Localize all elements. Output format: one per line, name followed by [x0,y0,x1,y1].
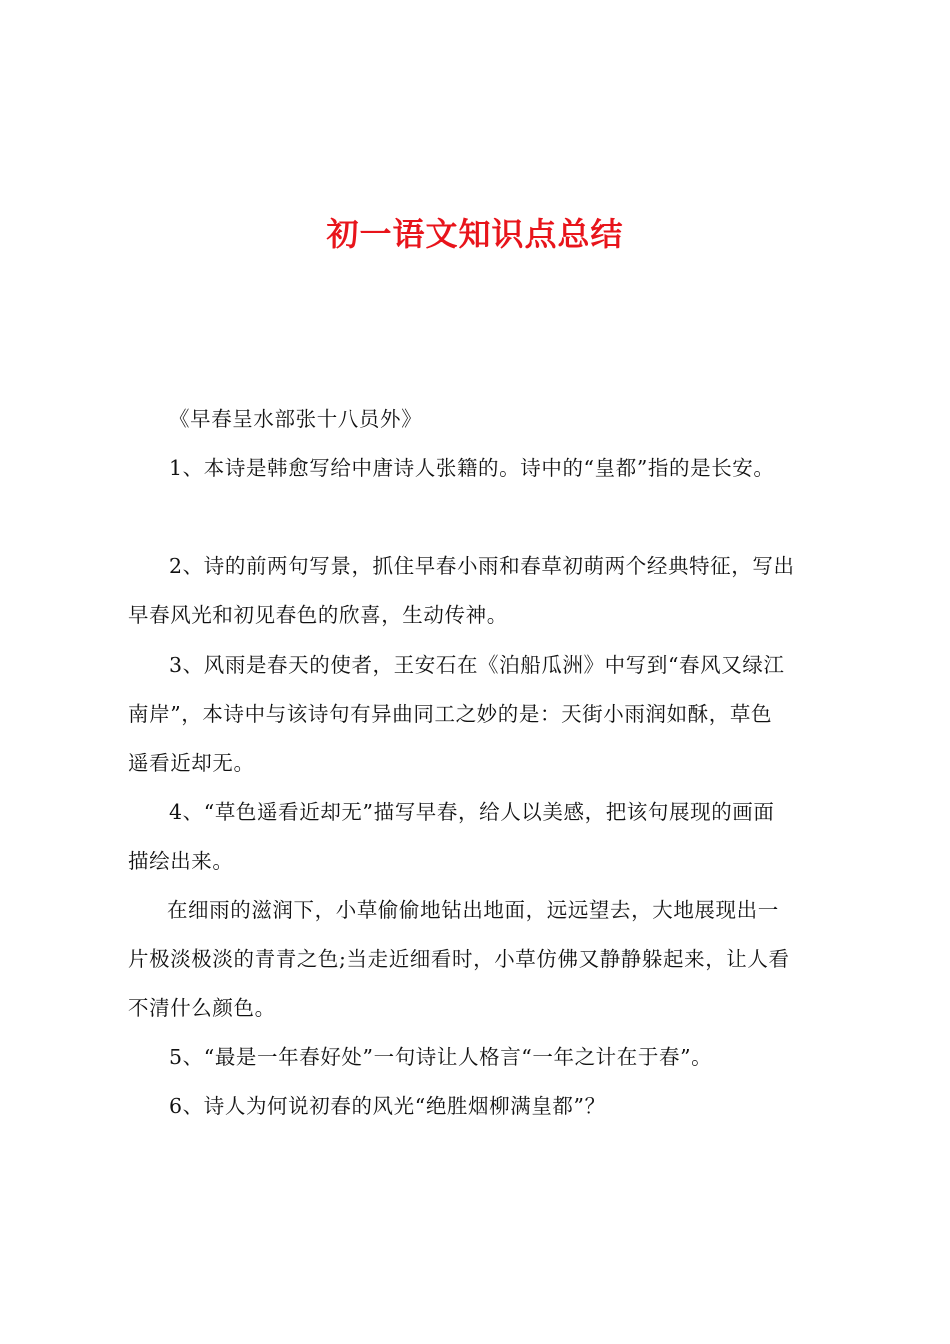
paragraph-line: 早春风光和初见春色的欣喜，生动传神。 [128,603,508,627]
paragraph-3 [128,641,834,788]
poem-heading-text: 《早春呈水部张十八员外》 [169,407,423,431]
paragraph-2 [128,542,834,640]
paragraph-4 [128,788,834,886]
paragraph-line: 1、本诗是韩愈写给中唐诗人张籍的。诗中的“皇都”指的是长安。 [169,456,775,480]
paragraph-line: 在细雨的滋润下，小草偷偷地钻出地面，远远望去，大地展现出一 [166,898,779,922]
paragraph-line: 4、“草色遥看近却无”描写早春，给人以美感，把该句展现的画面 [169,800,775,824]
paragraph-line: 描绘出来。 [128,849,234,873]
paragraph-line: 遥看近却无。 [128,751,255,775]
paragraph-7 [128,1082,834,1131]
paragraph-6 [128,1033,834,1082]
document-title: 初一语文知识点总结 [326,215,624,253]
paragraph-1 [128,444,834,493]
paragraph-line: 不清什么颜色。 [128,996,276,1020]
paragraph-5 [128,886,834,1033]
paragraph-line: 3、风雨是春天的使者，王安石在《泊船瓜洲》中写到“春风又绿江 [169,653,785,677]
paragraph-line: 片极淡极淡的青青之色;当走近细看时，小草仿佛又静静躲起来，让人看 [128,947,790,971]
poem-heading [128,395,834,444]
paragraph-line: 南岸”，本诗中与该诗句有异曲同工之妙的是：天街小雨润如酥，草色 [128,702,773,726]
paragraph-line: 5、“最是一年春好处”一句诗让人格言“一年之计在于春”。 [169,1045,713,1069]
paragraph-line: 6、诗人为何说初春的风光“绝胜烟柳满皇都”？ [169,1094,606,1118]
paragraph-line: 2、诗的前两句写景，抓住早春小雨和春草初萌两个经典特征，写出 [169,554,795,578]
